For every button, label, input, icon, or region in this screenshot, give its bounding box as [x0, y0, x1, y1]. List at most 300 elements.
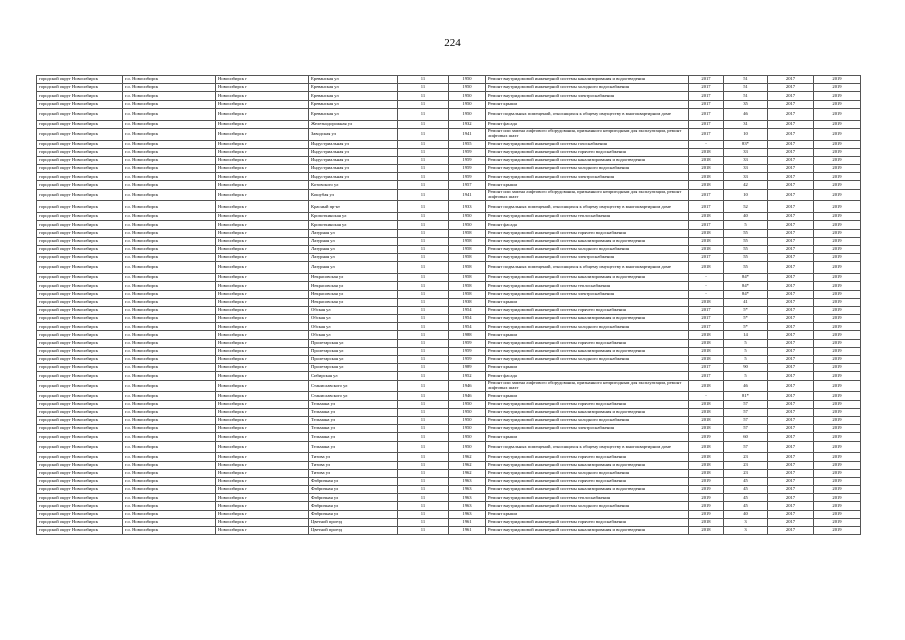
work-type-cell: Ремонт внутридомовой инженерной системы электроснабжения	[486, 425, 689, 433]
district-cell: г.о. Новосибирск	[123, 453, 216, 461]
cost-cell: 57	[724, 400, 768, 408]
period-end-cell: 2019	[814, 486, 861, 494]
cost-cell: 45	[724, 502, 768, 510]
municipality-cell: городской округ Новосибирск	[37, 347, 123, 355]
city-cell: Новосибирск г	[216, 380, 309, 392]
planned-year-cell: 2017	[689, 189, 724, 201]
planned-year-cell: 2018	[689, 165, 724, 173]
house-number-cell: 11	[398, 173, 449, 181]
period-start-cell: 2017	[768, 510, 814, 518]
planned-year-cell: 2017	[689, 323, 724, 331]
city-cell: Новосибирск г	[216, 221, 309, 229]
street-cell: Обская ул	[309, 315, 398, 323]
cost-cell: 10	[724, 189, 768, 201]
table-row	[37, 173, 861, 181]
planned-year-cell: 2017	[689, 84, 724, 92]
table-row	[37, 274, 861, 282]
cost-cell: 5	[724, 356, 768, 364]
cost-cell: 46	[724, 380, 768, 392]
period-start-cell: 2017	[768, 84, 814, 92]
house-number-cell: 11	[398, 274, 449, 282]
house-number-cell: 11	[398, 246, 449, 254]
cost-cell: 33	[724, 165, 768, 173]
house-number-cell: 11	[398, 356, 449, 364]
house-number-cell: 11	[398, 221, 449, 229]
build-year-cell: 1959	[449, 156, 486, 164]
planned-year-cell: 2017	[689, 306, 724, 314]
municipality-cell: городской округ Новосибирск	[37, 469, 123, 477]
municipality-cell: городской округ Новосибирск	[37, 408, 123, 416]
street-cell: Ереванская ул	[309, 108, 398, 120]
cost-cell: 5*	[724, 323, 768, 331]
period-start-cell: 2017	[768, 331, 814, 339]
period-end-cell: 2019	[814, 408, 861, 416]
period-end-cell: 2019	[814, 108, 861, 120]
build-year-cell: 1959	[449, 356, 486, 364]
cost-cell: 10	[724, 128, 768, 140]
cost-cell: 5	[724, 221, 768, 229]
municipality-cell: городской округ Новосибирск	[37, 527, 123, 535]
house-number-cell: 11	[398, 425, 449, 433]
house-number-cell: 11	[398, 510, 449, 518]
period-start-cell: 2017	[768, 441, 814, 453]
cost-cell: 33	[724, 156, 768, 164]
period-end-cell: 2019	[814, 221, 861, 229]
period-end-cell: 2019	[814, 433, 861, 441]
build-year-cell: 1952	[449, 372, 486, 380]
street-cell: Лазурная ул	[309, 229, 398, 237]
city-cell: Новосибирск г	[216, 486, 309, 494]
period-start-cell: 2017	[768, 380, 814, 392]
period-start-cell: 2017	[768, 201, 814, 213]
period-end-cell: 2019	[814, 400, 861, 408]
cost-cell: 23	[724, 469, 768, 477]
build-year-cell: 1959	[449, 165, 486, 173]
period-end-cell: 2019	[814, 84, 861, 92]
build-year-cell: 1950	[449, 441, 486, 453]
house-number-cell: 11	[398, 453, 449, 461]
planned-year-cell: 2018	[689, 237, 724, 245]
district-cell: г.о. Новосибирск	[123, 306, 216, 314]
period-start-cell: 2017	[768, 100, 814, 108]
district-cell: г.о. Новосибирск	[123, 315, 216, 323]
district-cell: г.о. Новосибирск	[123, 140, 216, 148]
cost-cell: 5	[724, 372, 768, 380]
period-end-cell: 2019	[814, 140, 861, 148]
municipality-cell: городской округ Новосибирск	[37, 416, 123, 424]
build-year-cell: 1958	[449, 246, 486, 254]
period-start-cell: 2017	[768, 262, 814, 274]
district-cell: г.о. Новосибирск	[123, 392, 216, 400]
district-cell: г.о. Новосибирск	[123, 173, 216, 181]
table-row	[37, 380, 861, 392]
city-cell: Новосибирск г	[216, 453, 309, 461]
cost-cell: 5*	[724, 315, 768, 323]
period-start-cell: 2017	[768, 356, 814, 364]
cost-cell: 33	[724, 173, 768, 181]
house-number-cell: 11	[398, 290, 449, 298]
cost-cell: 90	[724, 364, 768, 372]
period-end-cell: 2019	[814, 372, 861, 380]
municipality-cell: городской округ Новосибирск	[37, 165, 123, 173]
cost-cell: 5*	[724, 306, 768, 314]
build-year-cell: 1950	[449, 416, 486, 424]
municipality-cell: городской округ Новосибирск	[37, 221, 123, 229]
district-cell: г.о. Новосибирск	[123, 120, 216, 128]
period-start-cell: 2017	[768, 433, 814, 441]
period-end-cell: 2019	[814, 254, 861, 262]
city-cell: Новосибирск г	[216, 372, 309, 380]
build-year-cell: 1950	[449, 400, 486, 408]
cost-cell: 83*	[724, 140, 768, 148]
period-end-cell: 2019	[814, 189, 861, 201]
planned-year-cell: 2018	[689, 408, 724, 416]
build-year-cell: 1950	[449, 433, 486, 441]
district-cell: г.о. Новосибирск	[123, 518, 216, 526]
build-year-cell: 1988	[449, 331, 486, 339]
period-start-cell: 2017	[768, 229, 814, 237]
city-cell: Новосибирск г	[216, 510, 309, 518]
district-cell: г.о. Новосибирск	[123, 181, 216, 189]
table-row	[37, 120, 861, 128]
work-type-cell: Ремонт внутридомовой инженерной системы канализирования и водоотведения	[486, 408, 689, 416]
municipality-cell: городской округ Новосибирск	[37, 140, 123, 148]
city-cell: Новосибирск г	[216, 237, 309, 245]
period-start-cell: 2017	[768, 246, 814, 254]
city-cell: Новосибирск г	[216, 364, 309, 372]
district-cell: г.о. Новосибирск	[123, 189, 216, 201]
period-start-cell: 2017	[768, 237, 814, 245]
period-start-cell: 2017	[768, 339, 814, 347]
planned-year-cell: 2018	[689, 262, 724, 274]
house-number-cell: 11	[398, 237, 449, 245]
municipality-cell: городской округ Новосибирск	[37, 502, 123, 510]
municipality-cell: городской округ Новосибирск	[37, 282, 123, 290]
work-type-cell: Ремонт внутридомовой инженерной системы горячего водоснабжения	[486, 477, 689, 485]
street-cell: Пролетарская ул	[309, 339, 398, 347]
house-number-cell: 11	[398, 76, 449, 84]
city-cell: Новосибирск г	[216, 408, 309, 416]
district-cell: г.о. Новосибирск	[123, 100, 216, 108]
build-year-cell: 1959	[449, 347, 486, 355]
street-cell: Некрасовская ул	[309, 282, 398, 290]
period-start-cell: 2017	[768, 92, 814, 100]
table-row	[37, 282, 861, 290]
planned-year-cell: 2018	[689, 425, 724, 433]
district-cell: г.о. Новосибирск	[123, 262, 216, 274]
district-cell: г.о. Новосибирск	[123, 92, 216, 100]
table-row	[37, 92, 861, 100]
period-end-cell: 2019	[814, 229, 861, 237]
municipality-cell: городской округ Новосибирск	[37, 290, 123, 298]
district-cell: г.о. Новосибирск	[123, 290, 216, 298]
cost-cell: 45	[724, 486, 768, 494]
municipality-cell: городской округ Новосибирск	[37, 331, 123, 339]
table-row	[37, 331, 861, 339]
cost-cell: 57	[724, 408, 768, 416]
planned-year-cell: 2017	[689, 372, 724, 380]
build-year-cell: 1954	[449, 323, 486, 331]
period-end-cell: 2019	[814, 380, 861, 392]
planned-year-cell: 2019	[689, 494, 724, 502]
table-row	[37, 100, 861, 108]
table-row	[37, 306, 861, 314]
work-type-cell: Ремонт внутридомовой инженерной системы канализирования и водоотведения	[486, 347, 689, 355]
city-cell: Новосибирск г	[216, 140, 309, 148]
city-cell: Новосибирск г	[216, 331, 309, 339]
cost-cell: 57	[724, 441, 768, 453]
house-number-cell: 11	[398, 433, 449, 441]
period-end-cell: 2019	[814, 274, 861, 282]
period-end-cell: 2019	[814, 282, 861, 290]
planned-year-cell: 2018	[689, 416, 724, 424]
planned-year-cell: 2018	[689, 453, 724, 461]
cost-cell: 23	[724, 461, 768, 469]
house-number-cell: 11	[398, 128, 449, 140]
table-row	[37, 84, 861, 92]
table-row	[37, 408, 861, 416]
build-year-cell: 1958	[449, 237, 486, 245]
planned-year-cell: 2018	[689, 173, 724, 181]
period-end-cell: 2019	[814, 128, 861, 140]
street-cell: Пролетарская ул	[309, 364, 398, 372]
district-cell: г.о. Новосибирск	[123, 323, 216, 331]
house-number-cell: 11	[398, 416, 449, 424]
repair-schedule-table	[36, 75, 861, 535]
planned-year-cell: 2017	[689, 254, 724, 262]
street-cell: Тельмана ул	[309, 425, 398, 433]
city-cell: Новосибирск г	[216, 416, 309, 424]
period-end-cell: 2019	[814, 323, 861, 331]
house-number-cell: 11	[398, 400, 449, 408]
cost-cell: 45	[724, 477, 768, 485]
period-end-cell: 2019	[814, 331, 861, 339]
table-row	[37, 527, 861, 535]
work-type-cell: Ремонт фасада	[486, 372, 689, 380]
city-cell: Новосибирск г	[216, 290, 309, 298]
district-cell: г.о. Новосибирск	[123, 527, 216, 535]
city-cell: Новосибирск г	[216, 347, 309, 355]
work-type-cell: Ремонт внутридомовой инженерной системы канализирования и водоотведения	[486, 237, 689, 245]
street-cell: Станиславского ул	[309, 380, 398, 392]
cost-cell: 57	[724, 425, 768, 433]
municipality-cell: городской округ Новосибирск	[37, 477, 123, 485]
table-row	[37, 441, 861, 453]
period-start-cell: 2017	[768, 477, 814, 485]
work-type-cell: Ремонт внутридомовой инженерной системы холодного водоснабжения	[486, 356, 689, 364]
planned-year-cell: 2017	[689, 201, 724, 213]
house-number-cell: 11	[398, 84, 449, 92]
table-row	[37, 181, 861, 189]
table-row	[37, 148, 861, 156]
cost-cell: 14	[724, 331, 768, 339]
city-cell: Новосибирск г	[216, 120, 309, 128]
house-number-cell: 11	[398, 298, 449, 306]
municipality-cell: городской округ Новосибирск	[37, 229, 123, 237]
city-cell: Новосибирск г	[216, 165, 309, 173]
period-end-cell: 2019	[814, 201, 861, 213]
table-row	[37, 246, 861, 254]
municipality-cell: городской округ Новосибирск	[37, 189, 123, 201]
district-cell: г.о. Новосибирск	[123, 461, 216, 469]
municipality-cell: городской округ Новосибирск	[37, 339, 123, 347]
city-cell: Новосибирск г	[216, 100, 309, 108]
build-year-cell: 1950	[449, 425, 486, 433]
period-end-cell: 2019	[814, 502, 861, 510]
table-row	[37, 128, 861, 140]
period-start-cell: 2017	[768, 181, 814, 189]
build-year-cell: 1932	[449, 120, 486, 128]
build-year-cell: 1950	[449, 76, 486, 84]
period-end-cell: 2019	[814, 339, 861, 347]
street-cell: Заводская ул	[309, 128, 398, 140]
table-row	[37, 229, 861, 237]
municipality-cell: городской округ Новосибирск	[37, 274, 123, 282]
work-type-cell: Ремонт внутридомовой инженерной системы холодного водоснабжения	[486, 469, 689, 477]
city-cell: Новосибирск г	[216, 156, 309, 164]
district-cell: г.о. Новосибирск	[123, 372, 216, 380]
work-type-cell: Ремонт внутридомовой инженерной системы холодного водоснабжения	[486, 323, 689, 331]
table-row	[37, 290, 861, 298]
house-number-cell: 11	[398, 477, 449, 485]
table-row	[37, 510, 861, 518]
period-start-cell: 2017	[768, 189, 814, 201]
table-row	[37, 372, 861, 380]
period-start-cell: 2017	[768, 364, 814, 372]
planned-year-cell: 2018	[689, 527, 724, 535]
cost-cell: 84*	[724, 290, 768, 298]
municipality-cell: городской округ Новосибирск	[37, 201, 123, 213]
period-end-cell: 2019	[814, 213, 861, 221]
planned-year-cell: 2017	[689, 120, 724, 128]
district-cell: г.о. Новосибирск	[123, 148, 216, 156]
planned-year-cell: -	[689, 290, 724, 298]
district-cell: г.о. Новосибирск	[123, 469, 216, 477]
city-cell: Новосибирск г	[216, 92, 309, 100]
work-type-cell: Ремонт крыши	[486, 100, 689, 108]
city-cell: Новосибирск г	[216, 262, 309, 274]
table-row	[37, 392, 861, 400]
period-end-cell: 2019	[814, 120, 861, 128]
district-cell: г.о. Новосибирск	[123, 229, 216, 237]
period-start-cell: 2017	[768, 372, 814, 380]
work-type-cell: Ремонт внутридомовой инженерной системы холодного водоснабжения	[486, 502, 689, 510]
period-end-cell: 2019	[814, 246, 861, 254]
district-cell: г.о. Новосибирск	[123, 298, 216, 306]
house-number-cell: 11	[398, 254, 449, 262]
street-cell: Индустриальная ул	[309, 148, 398, 156]
period-end-cell: 2019	[814, 425, 861, 433]
period-start-cell: 2017	[768, 392, 814, 400]
municipality-cell: городской округ Новосибирск	[37, 254, 123, 262]
municipality-cell: городской округ Новосибирск	[37, 306, 123, 314]
table-row	[37, 189, 861, 201]
period-start-cell: 2017	[768, 494, 814, 502]
district-cell: г.о. Новосибирск	[123, 510, 216, 518]
work-type-cell: Ремонт фасада	[486, 221, 689, 229]
table-row	[37, 339, 861, 347]
street-cell: Лазурная ул	[309, 237, 398, 245]
house-number-cell: 11	[398, 262, 449, 274]
street-cell: Красный пр-кт	[309, 201, 398, 213]
period-end-cell: 2019	[814, 494, 861, 502]
house-number-cell: 11	[398, 527, 449, 535]
district-cell: г.о. Новосибирск	[123, 246, 216, 254]
house-number-cell: 11	[398, 92, 449, 100]
city-cell: Новосибирск г	[216, 518, 309, 526]
city-cell: Новосибирск г	[216, 213, 309, 221]
street-cell: Железнодорожная ул	[309, 120, 398, 128]
period-end-cell: 2019	[814, 347, 861, 355]
period-start-cell: 2017	[768, 461, 814, 469]
street-cell: Лазурная ул	[309, 262, 398, 274]
period-start-cell: 2017	[768, 416, 814, 424]
cost-cell: 3	[724, 527, 768, 535]
cost-cell: 5	[724, 339, 768, 347]
planned-year-cell: 2018	[689, 400, 724, 408]
build-year-cell: 1959	[449, 173, 486, 181]
period-end-cell: 2019	[814, 392, 861, 400]
work-type-cell: Ремонт внутридомовой инженерной системы холодного водоснабжения	[486, 416, 689, 424]
table-row	[37, 400, 861, 408]
street-cell: Индустриальная ул	[309, 165, 398, 173]
work-type-cell: Ремонт внутридомовой инженерной системы теплоснабжения	[486, 494, 689, 502]
period-end-cell: 2019	[814, 416, 861, 424]
period-end-cell: 2019	[814, 527, 861, 535]
district-cell: г.о. Новосибирск	[123, 502, 216, 510]
work-type-cell: Ремонт подвальных помещений, относящихся к общему имуществу в многоквартирном доме	[486, 201, 689, 213]
period-start-cell: 2017	[768, 254, 814, 262]
district-cell: г.о. Новосибирск	[123, 213, 216, 221]
district-cell: г.о. Новосибирск	[123, 84, 216, 92]
city-cell: Новосибирск г	[216, 246, 309, 254]
street-cell: Лазурная ул	[309, 246, 398, 254]
table-row	[37, 347, 861, 355]
build-year-cell: 1950	[449, 108, 486, 120]
work-type-cell: Ремонт внутридомовой инженерной системы холодного водоснабжения	[486, 84, 689, 92]
period-start-cell: 2017	[768, 148, 814, 156]
planned-year-cell: 2018	[689, 441, 724, 453]
planned-year-cell: 2017	[689, 108, 724, 120]
table-row	[37, 262, 861, 274]
work-type-cell: Ремонт крыши	[486, 364, 689, 372]
build-year-cell: 1958	[449, 254, 486, 262]
cost-cell: 60	[724, 433, 768, 441]
district-cell: г.о. Новосибирск	[123, 477, 216, 485]
house-number-cell: 11	[398, 486, 449, 494]
table-row	[37, 364, 861, 372]
street-cell: Тельмана ул	[309, 433, 398, 441]
cost-cell: 23	[724, 453, 768, 461]
house-number-cell: 11	[398, 408, 449, 416]
house-number-cell: 11	[398, 213, 449, 221]
district-cell: г.о. Новосибирск	[123, 433, 216, 441]
period-end-cell: 2019	[814, 315, 861, 323]
period-start-cell: 2017	[768, 469, 814, 477]
planned-year-cell: 2017	[689, 364, 724, 372]
table-row	[37, 76, 861, 84]
municipality-cell: городской округ Новосибирск	[37, 486, 123, 494]
table-row	[37, 469, 861, 477]
house-number-cell: 11	[398, 100, 449, 108]
period-start-cell: 2017	[768, 128, 814, 140]
house-number-cell: 11	[398, 331, 449, 339]
planned-year-cell: 2018	[689, 469, 724, 477]
municipality-cell: городской округ Новосибирск	[37, 76, 123, 84]
work-type-cell: Ремонт внутридомовой инженерной системы электроснабжения	[486, 92, 689, 100]
street-cell: Некрасовская ул	[309, 274, 398, 282]
period-end-cell: 2019	[814, 469, 861, 477]
